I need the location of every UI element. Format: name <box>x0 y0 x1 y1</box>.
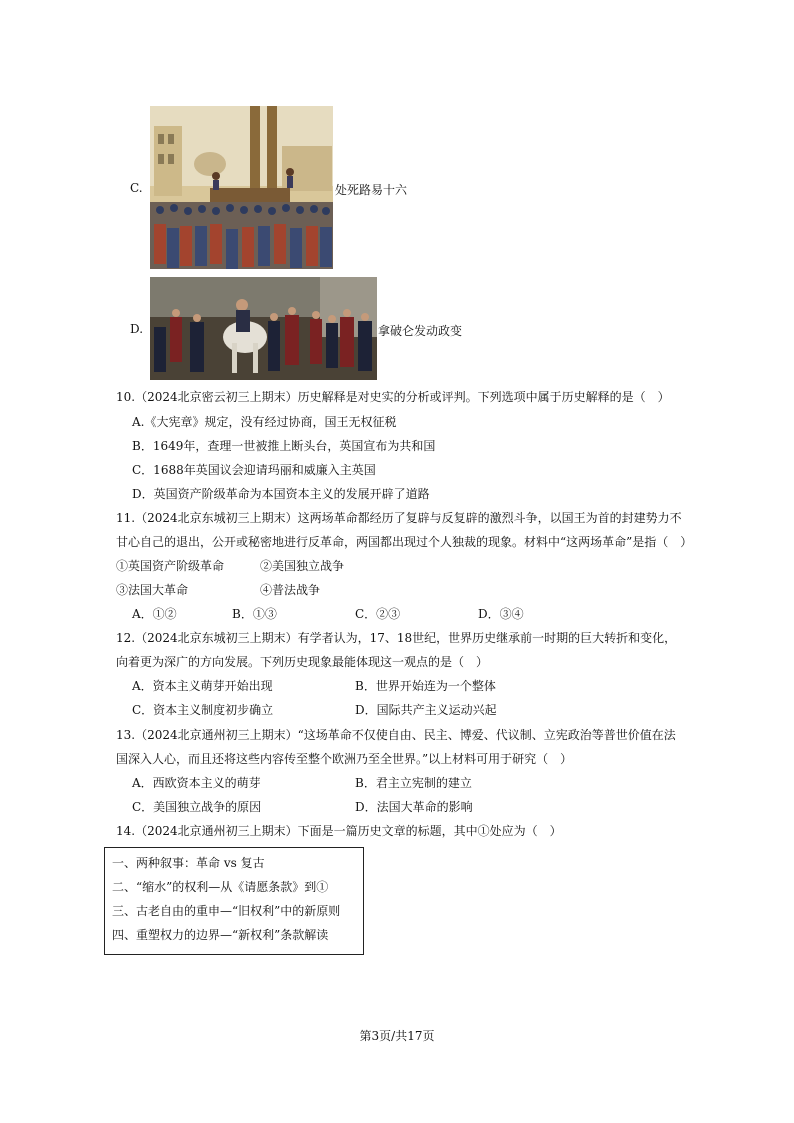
q13-stem-line1: 13.（2024北京通州初三上期末）“这场革命不仅使自由、民主、博爱、代议制、立宪政治等普世价值在法 <box>116 728 676 742</box>
q11-item-4: ④普法战争 <box>260 583 321 597</box>
q11-item-2: ②美国独立战争 <box>260 559 345 573</box>
q11-option-c: C．②③ <box>355 607 401 621</box>
q10-option-b: B．1649年，查理一世被推上断头台，英国宣布为共和国 <box>132 439 436 453</box>
q14-title-box <box>104 847 364 955</box>
q11-item-1: ①英国资产阶级革命 <box>116 559 225 573</box>
q11-item-3: ③法国大革命 <box>116 583 189 597</box>
q10-option-c: C．1688年英国议会迎请玛丽和威廉入主英国 <box>132 463 376 477</box>
option-c-caption: 处死路易十六 <box>335 183 408 197</box>
q12-option-a: A．资本主义萌芽开始出现 <box>132 679 273 693</box>
napoleon-painting-image <box>150 277 377 380</box>
q13-stem-line2: 国深入人心，而且还将这些内容传至整个欧洲乃至全世界。”以上材料可用于研究（ ） <box>116 752 573 766</box>
q14-box-line-1: 一、两种叙事：革命 vs 复古 <box>112 856 265 870</box>
q10-stem: 10.（2024北京密云初三上期末）历史解释是对史实的分析或评判。下列选项中属于历史解释的是（ ） <box>116 390 670 404</box>
q12-stem-line2: 向着更为深广的方向发展。下列历史现象最能体现这一观点的是（ ） <box>116 655 489 669</box>
q10-option-d: D．英国资产阶级革命为本国资本主义的发展开辟了道路 <box>132 487 430 501</box>
q10-option-a: A.《大宪章》规定，没有经过协商，国王无权征税 <box>132 415 397 429</box>
q13-option-d: D．法国大革命的影响 <box>355 800 473 814</box>
q13-option-c: C．美国独立战争的原因 <box>132 800 262 814</box>
page-footer: 第3页/共17页 <box>359 1029 435 1043</box>
q13-option-b: B．君主立宪制的建立 <box>355 776 472 790</box>
q11-option-b: B．①③ <box>232 607 277 621</box>
q12-stem-line1: 12.（2024北京东城初三上期末）有学者认为，17、18世纪，世界历史继承前一时期的巨大转折和变化， <box>116 631 677 645</box>
q12-option-c: C．资本主义制度初步确立 <box>132 703 274 717</box>
q14-box-line-2: 二、“缩水”的权利—从《请愿条款》到① <box>112 880 329 894</box>
q14-stem: 14.（2024北京通州初三上期末）下面是一篇历史文章的标题，其中①处应为（ ） <box>116 824 562 838</box>
option-c-letter: C. <box>130 181 143 195</box>
option-d-caption: 拿破仑发动政变 <box>378 324 463 338</box>
execution-painting-image <box>150 106 333 269</box>
q13-option-a: A．西欧资本主义的萌芽 <box>132 776 261 790</box>
q14-box-line-3: 三、古老自由的重申—“旧权利”中的新原则 <box>112 904 341 918</box>
q12-option-b: B．世界开始连为一个整体 <box>355 679 496 693</box>
q11-option-a: A．①② <box>132 607 177 621</box>
option-d-letter: D. <box>130 322 144 336</box>
q12-option-d: D．国际共产主义运动兴起 <box>355 703 497 717</box>
q11-stem-line1: 11.（2024北京东城初三上期末）这两场革命都经历了复辟与反复辟的激烈斗争，以国王为首的封建势力不 <box>116 511 682 525</box>
q14-box-line-4: 四、重塑权力的边界—“新权利”条款解读 <box>112 928 329 942</box>
q11-option-d: D．③④ <box>478 607 524 621</box>
q11-stem-line2: 甘心自己的退出，公开或秘密地进行反革命，两国都出现过个人独裁的现象。材料中“这两场革命”是指（ ） <box>116 535 693 549</box>
napoleon-painting-svg <box>150 277 377 380</box>
execution-painting-svg <box>150 106 333 269</box>
